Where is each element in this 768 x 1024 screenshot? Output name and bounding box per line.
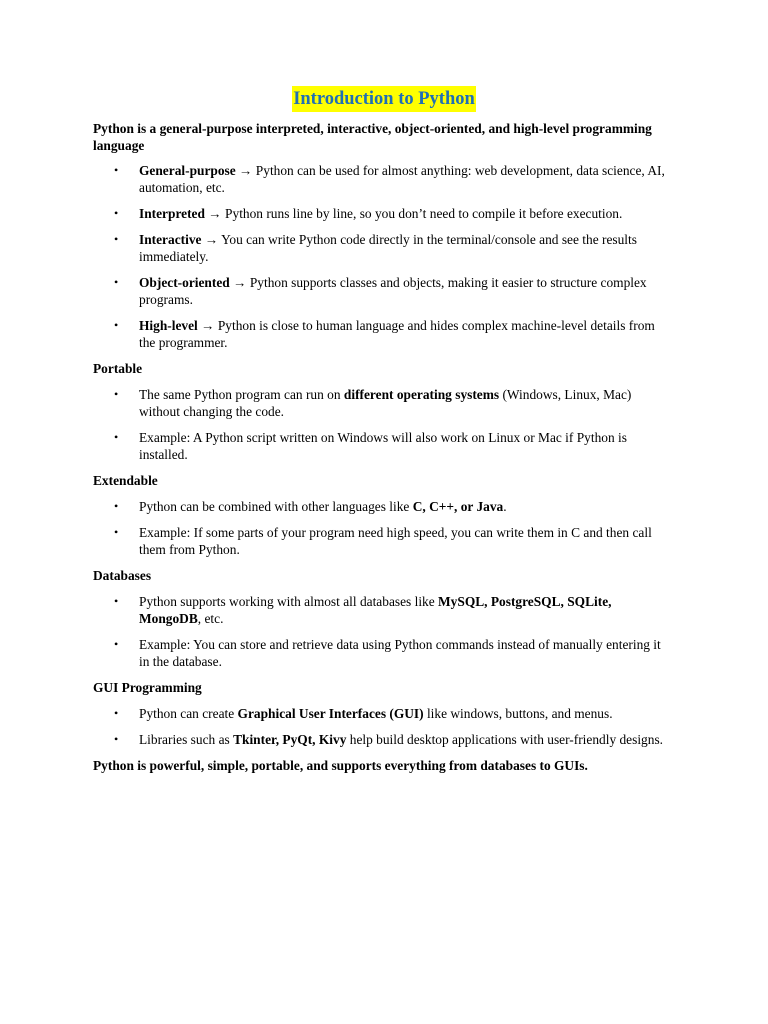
list-item: [93, 731, 673, 748]
text-run: like windows, buttons, and menus.: [423, 706, 613, 721]
databases-list: [93, 593, 673, 670]
section-heading-databases: Databases: [93, 568, 152, 583]
section-heading-gui-programming: GUI Programming: [93, 680, 202, 695]
text-run: Example: A Python script written on Windows will also work on Linux or Mac if Python is installed.: [139, 430, 627, 462]
text-run: Libraries such as: [139, 732, 234, 747]
bold-text-run: Tkinter, PyQt, Kivy: [233, 732, 347, 747]
list-item-object-oriented: [93, 274, 673, 308]
term: High-level: [139, 318, 198, 333]
bullet-icon: •: [114, 275, 119, 289]
list-item: [93, 429, 673, 463]
bullet-icon: •: [114, 525, 119, 539]
title-wrapper: [93, 86, 673, 112]
text-run: Python can create: [139, 706, 238, 721]
list-item-interactive: [93, 231, 673, 265]
list-item: [93, 636, 673, 670]
bullet-icon: •: [114, 637, 119, 651]
bullet-icon: •: [114, 387, 119, 401]
text-run: (Windows, Linux, Mac) without changing the code.: [139, 387, 632, 419]
bullet-icon: •: [114, 732, 119, 746]
document-page: [93, 86, 673, 774]
definition: Python supports classes and objects, making it easier to structure complex programs.: [139, 275, 647, 307]
list-item-interpreted: [93, 205, 673, 222]
arrow-separator: →: [204, 206, 226, 221]
bullet-icon: •: [114, 430, 119, 444]
bold-text-run: different operating systems: [343, 387, 500, 402]
document-title: Introduction to Python: [292, 86, 476, 112]
term: Interactive: [139, 232, 202, 247]
definition: You can write Python code directly in the terminal/console and see the results immediately.: [139, 232, 637, 264]
term: Object-oriented: [139, 275, 230, 290]
text-run: Example: You can store and retrieve data using Python commands instead of manually entering it in the database.: [139, 637, 661, 669]
term: General-purpose: [139, 163, 236, 178]
text-run: Python can be combined with other languages like: [139, 499, 413, 514]
list-item: [93, 498, 673, 515]
bold-text-run: MySQL, PostgreSQL, SQLite, MongoDB: [139, 594, 612, 626]
portable-list: [93, 386, 673, 463]
list-item-high-level: [93, 317, 673, 351]
bullet-icon: •: [114, 594, 119, 608]
text-run: The same Python program can run on: [139, 387, 344, 402]
gui-list: [93, 705, 673, 748]
text-run: help build desktop applications with user-friendly designs.: [346, 732, 664, 747]
list-item: [93, 593, 673, 627]
arrow-separator: →: [235, 163, 256, 178]
list-item: [93, 524, 673, 558]
arrow-separator: →: [201, 232, 222, 247]
list-item: [93, 386, 673, 420]
bold-text-run: C, C++, or Java: [412, 499, 504, 514]
list-item-general-purpose: [93, 162, 673, 196]
list-item: [93, 705, 673, 722]
section-heading-portable: Portable: [93, 361, 143, 376]
bullet-icon: •: [114, 706, 119, 720]
bullet-icon: •: [114, 318, 119, 332]
section-heading-extendable: Extendable: [93, 473, 158, 488]
text-run: Python supports working with almost all databases like: [139, 594, 439, 609]
intro-list: [93, 162, 673, 351]
definition: Python can be used for almost anything: web development, data science, AI, automation, etc.: [139, 163, 665, 195]
intro-paragraph: Python is a general-purpose interpreted, interactive, object-oriented, and high-level programming language: [93, 121, 652, 153]
arrow-separator: →: [229, 275, 250, 290]
text-run: .: [503, 499, 507, 514]
term: Interpreted: [139, 206, 205, 221]
extendable-list: [93, 498, 673, 558]
bullet-icon: •: [114, 206, 119, 220]
closing-statement: Python is powerful, simple, portable, and supports everything from databases to GUIs.: [93, 758, 588, 773]
definition: Python runs line by line, so you don’t need to compile it before execution.: [225, 206, 623, 221]
bullet-icon: •: [114, 499, 119, 513]
bold-text-run: Graphical User Interfaces (GUI): [237, 706, 424, 721]
arrow-separator: →: [197, 318, 218, 333]
bullet-icon: •: [114, 232, 119, 246]
text-run: , etc.: [197, 611, 224, 626]
bullet-icon: •: [114, 163, 119, 177]
text-run: Example: If some parts of your program need high speed, you can write them in C and then call them from Python.: [139, 525, 652, 557]
definition: Python is close to human language and hides complex machine-level details from the programmer.: [139, 318, 655, 350]
